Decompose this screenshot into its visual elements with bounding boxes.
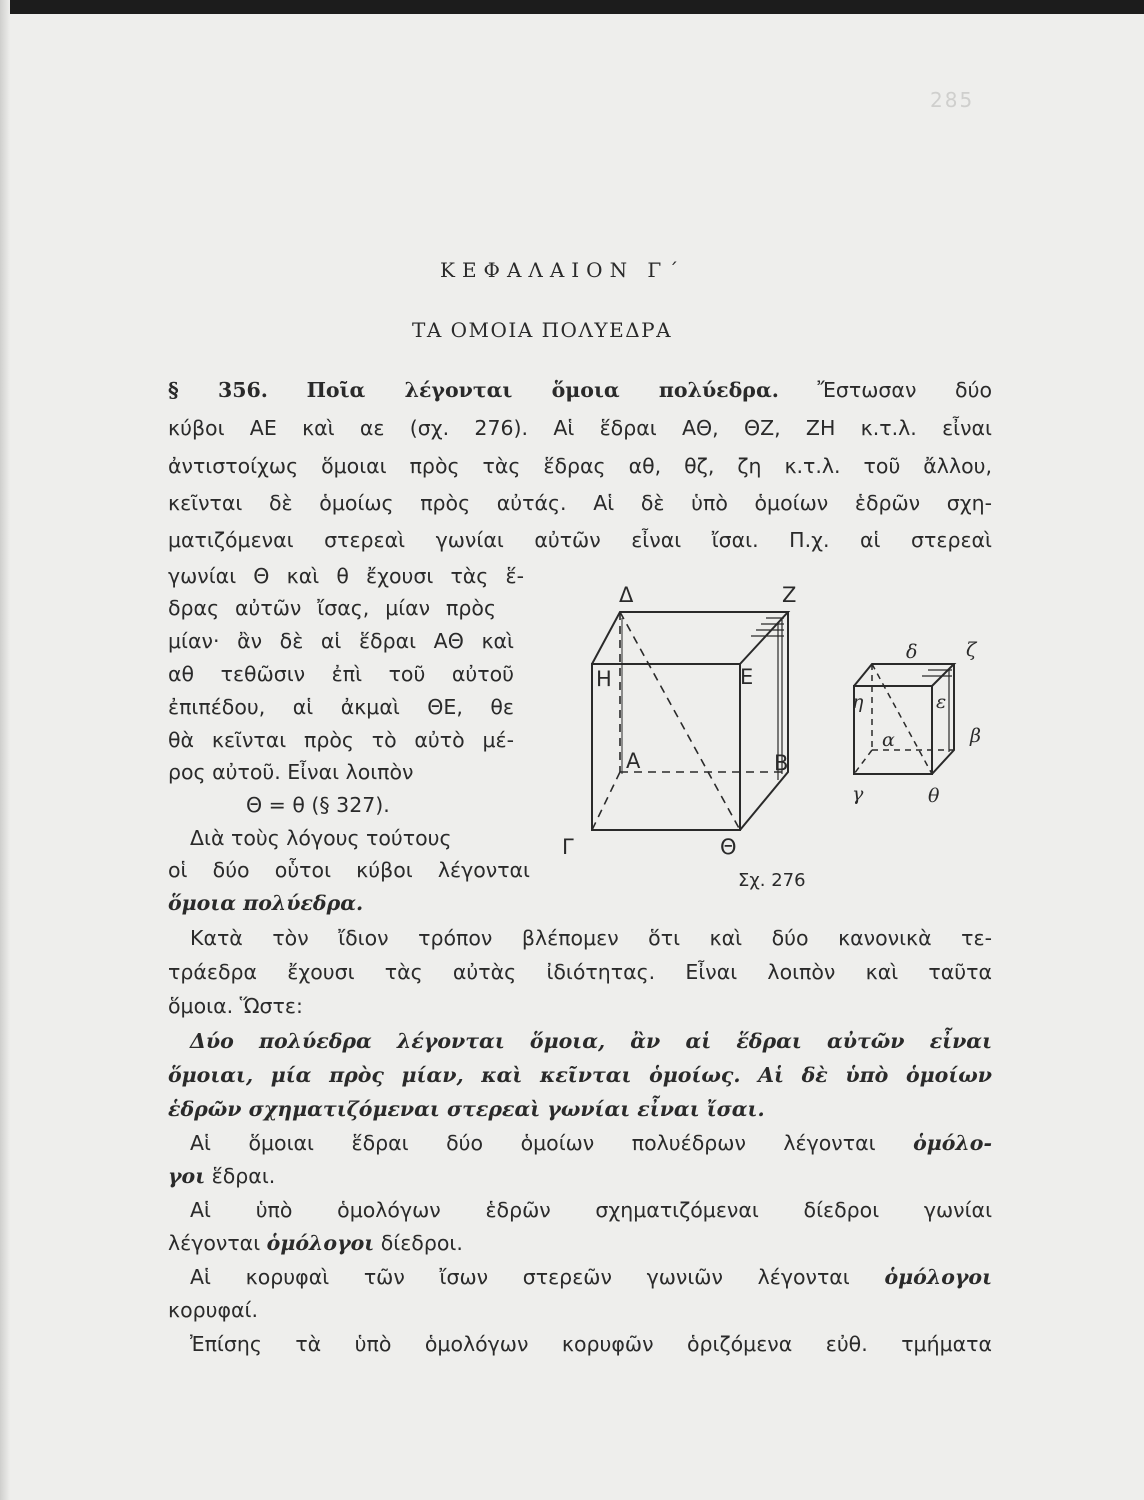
small-cube-right-face bbox=[932, 664, 954, 774]
label-small-theta: θ bbox=[928, 785, 940, 807]
text-line: ἐπιπέδου, αἱ ἀκμαὶ ΘΕ, θε bbox=[168, 695, 514, 719]
text-line: ρος αὐτοῦ. Εἶναι λοιπὸν bbox=[168, 760, 414, 784]
definition-line: ὅμοιαι, μία πρὸς μίαν, καὶ κεῖνται ὁμοίως. Αἱ δὲ ὑπὸ ὁμοίων bbox=[168, 1063, 992, 1087]
section-number: § 356. bbox=[168, 378, 268, 402]
text-fragment: λέγονται bbox=[168, 1231, 261, 1255]
text-line: τράεδρα ἔχουσι τὰς αὐτὰς ἰδιότητας. Εἶναι λοιπὸν καὶ ταῦτα bbox=[168, 960, 992, 984]
text-line: ὅμοια. Ὥστε: bbox=[168, 994, 303, 1018]
label-small-eta: η bbox=[852, 691, 864, 713]
text-line: ἀντιστοίχως ὅμοιαι πρὸς τὰς ἕδρας αθ, θζ, ζη κ.τ.λ. τοῦ ἄλλου, bbox=[168, 454, 992, 478]
homologous-faces-line-2 bbox=[168, 1164, 275, 1188]
large-cube bbox=[592, 612, 788, 830]
label-small-epsilon: ε bbox=[936, 691, 947, 713]
small-cube bbox=[854, 664, 954, 774]
text-line: Ἐπίσης τὰ ὑπὸ ὁμολόγων κορυφῶν ὁριζόμενα εὐθ. τμήματα bbox=[190, 1332, 992, 1356]
homologous-dihedral-line: Αἱ ὑπὸ ὁμολόγων ἑδρῶν σχηματιζόμεναι δίεδροι γωνίαι bbox=[190, 1198, 992, 1222]
label-theta: Θ bbox=[720, 835, 737, 859]
label-zeta: Ζ bbox=[782, 583, 797, 607]
label-small-gamma: γ bbox=[852, 783, 864, 805]
term-homologous: ὁμόλο- bbox=[913, 1131, 992, 1155]
figure-276-cubes bbox=[556, 574, 996, 904]
text-line: δρας αὐτῶν ἴσας, μίαν πρὸς bbox=[168, 596, 496, 620]
chapter-title: ΤΑ ΟΜΟΙΑ ΠΟΛΥΕΔΡΑ bbox=[412, 318, 673, 342]
text-line: Ἔστωσαν δύο bbox=[817, 378, 992, 402]
term-homologous: ὁμόλογοι bbox=[266, 1231, 375, 1255]
definition-line: Δύο πολύεδρα λέγονται ὅμοια, ἂν αἱ ἕδραι αὐτῶν εἶναι bbox=[190, 1029, 992, 1053]
section-heading-line bbox=[168, 378, 992, 402]
small-cube-hidden-edges bbox=[854, 664, 954, 774]
term-similar-polyhedra: ὅμοια πολύεδρα. bbox=[168, 891, 364, 915]
chapter-heading: ΚΕΦΑΛΑΙΟΝ Γ΄ bbox=[440, 258, 686, 282]
scan-left-edge bbox=[0, 0, 10, 1500]
large-cube-top-face bbox=[592, 612, 788, 664]
label-small-delta: δ bbox=[906, 641, 918, 663]
label-small-alpha: α bbox=[882, 729, 895, 751]
text-line: Κατὰ τὸν ἴδιον τρόπον βλέπομεν ὅτι καὶ δύο κανονικὰ τε- bbox=[190, 926, 992, 950]
label-delta: Δ bbox=[619, 583, 634, 607]
homologous-faces-line bbox=[190, 1131, 992, 1155]
text-fragment: Αἱ ὅμοιαι ἕδραι δύο ὁμοίων πολυέδρων λέγονται bbox=[190, 1131, 876, 1155]
text-line: Διὰ τοὺς λόγους τούτους bbox=[190, 826, 452, 850]
text-line: ματιζόμεναι στερεαὶ γωνίαι αὐτῶν εἶναι ἴσαι. Π.χ. αἱ στερεαὶ bbox=[168, 528, 992, 552]
text-line: γωνίαι Θ καὶ θ ἔχουσι τὰς ἕ- bbox=[168, 564, 524, 588]
text-fragment: Αἱ κορυφαὶ τῶν ἴσων στερεῶν γωνιῶν λέγονται bbox=[190, 1265, 850, 1289]
term-homologous: ὁμόλογοι bbox=[884, 1265, 992, 1289]
page-number: 285 bbox=[930, 88, 975, 112]
text-line: θὰ κεῖνται πρὸς τὸ αὐτὸ μέ- bbox=[168, 728, 514, 752]
label-eta: Η bbox=[596, 667, 612, 691]
text-fragment: ἕδραι. bbox=[211, 1164, 276, 1188]
small-cube-top-face bbox=[854, 664, 954, 686]
label-alpha: Α bbox=[626, 749, 641, 773]
homologous-vertices-line bbox=[190, 1265, 992, 1289]
section-heading: Ποῖα λέγονται ὅμοια πολύεδρα. bbox=[306, 378, 779, 402]
homologous-dihedral-line-2 bbox=[168, 1231, 463, 1255]
text-line: οἱ δύο οὗτοι κύβοι λέγονται bbox=[168, 858, 530, 882]
label-beta: Β bbox=[774, 751, 789, 775]
text-line: κεῖνται δὲ ὁμοίως πρὸς αὐτάς. Αἱ δὲ ὑπὸ ὁμοίων ἑδρῶν σχη- bbox=[168, 491, 992, 515]
equation-line: Θ = θ (§ 327). bbox=[246, 793, 390, 817]
label-small-beta: β bbox=[970, 725, 981, 747]
homologous-vertices-line-2: κορυφαί. bbox=[168, 1298, 258, 1322]
large-cube-right-face bbox=[740, 612, 788, 830]
label-small-zeta: ζ bbox=[966, 639, 977, 661]
text-line: κύβοι ΑΕ καὶ αε (σχ. 276). Αἱ ἕδραι ΑΘ, ΘΖ, ΖΗ κ.τ.λ. εἶναι bbox=[168, 416, 992, 440]
scan-top-edge bbox=[0, 0, 1144, 14]
definition-line: ἑδρῶν σχηματιζόμεναι στερεαὶ γωνίαι εἶναι ἴσαι. bbox=[168, 1097, 765, 1121]
figure-caption: Σχ. 276 bbox=[738, 870, 806, 891]
label-epsilon: Ε bbox=[740, 665, 754, 689]
text-fragment: δίεδροι. bbox=[380, 1231, 463, 1255]
label-gamma: Γ bbox=[562, 835, 574, 859]
large-cube-front-face bbox=[592, 664, 740, 830]
term-homologous: γοι bbox=[168, 1164, 206, 1188]
text-line: αθ τεθῶσιν ἐπὶ τοῦ αὐτοῦ bbox=[168, 662, 514, 686]
text-line: μίαν· ἂν δὲ αἱ ἕδραι ΑΘ καὶ bbox=[168, 629, 514, 653]
